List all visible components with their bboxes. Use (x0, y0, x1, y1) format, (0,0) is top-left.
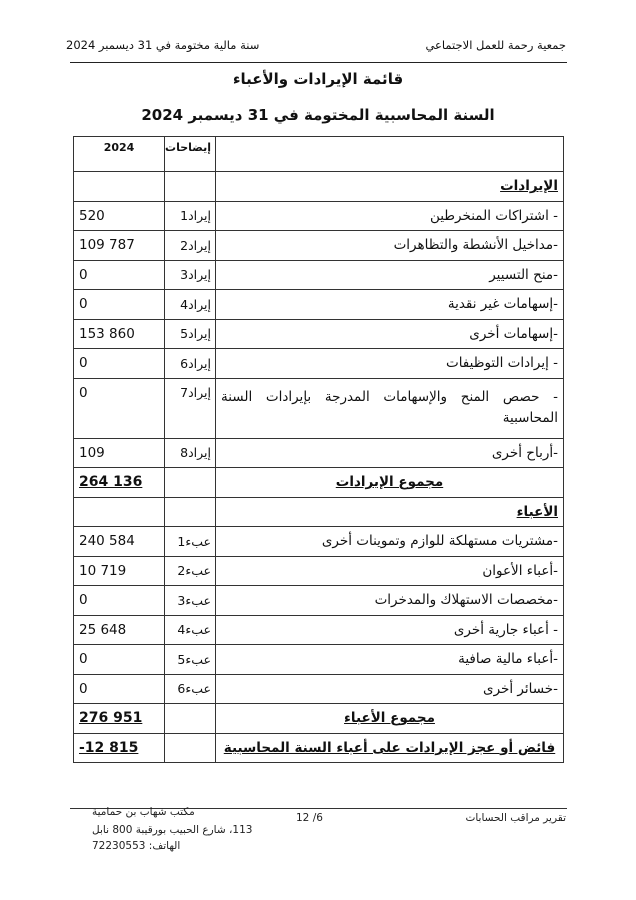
footer-address: 113، شارع الحبيب بورقيبة 800 نابل (92, 824, 253, 836)
footer-report-name: تقرير مراقب الحسابات (465, 812, 566, 824)
row-note: إيراد4 (165, 290, 216, 320)
result-label: فائض أو عجز الإيرادات على أعباء السنة المحاسبية (216, 733, 564, 763)
header-period: سنة مالية مختومة في 31 ديسمبر 2024 (66, 38, 260, 52)
table-row (74, 527, 564, 557)
row-label: -مداخيل الأنشطة والتظاهرات (216, 231, 564, 261)
table-row (74, 349, 564, 379)
table-row (74, 674, 564, 704)
table-row (74, 438, 564, 468)
row-amount: 240 584 (74, 527, 165, 557)
year-column-header: 2024 (74, 137, 165, 172)
row-amount: 109 787 (74, 231, 165, 261)
row-label: - اشتراكات المنخرطين (216, 201, 564, 231)
row-amount: 0 (74, 645, 165, 675)
row-amount: 0 (74, 674, 165, 704)
row-note: إيراد1 (165, 201, 216, 231)
table-row (74, 201, 564, 231)
header-org-name: جمعية رحمة للعمل الاجتماعي (425, 38, 566, 52)
row-note: إيراد8 (165, 438, 216, 468)
expense-total-label: مجموع الأعباء (216, 704, 564, 734)
row-note: إيراد6 (165, 349, 216, 379)
label-column-header (216, 137, 564, 172)
table-row (74, 586, 564, 616)
row-label: -خسائر أخرى (216, 674, 564, 704)
income-statement-table (73, 136, 564, 763)
expense-total-amount: 276 951 (74, 704, 165, 734)
table-header-row (74, 137, 564, 172)
row-note: إيراد3 (165, 260, 216, 290)
row-note: عبء1 (165, 527, 216, 557)
table-row (74, 645, 564, 675)
row-label: -أعباء مالية صافية (216, 645, 564, 675)
page-header (66, 38, 566, 56)
row-label: - أعباء جارية أخرى (216, 615, 564, 645)
result-amount: -12 815 (74, 733, 165, 763)
row-note: إيراد2 (165, 231, 216, 261)
table-row (74, 260, 564, 290)
revenue-section-label: الإيرادات (216, 172, 564, 202)
row-amount: 10 719 (74, 556, 165, 586)
row-note: إيراد5 (165, 319, 216, 349)
row-note: عبء6 (165, 674, 216, 704)
row-note: إيراد7 (165, 378, 216, 438)
row-note: عبء5 (165, 645, 216, 675)
notes-column-header: إيضاحات (165, 137, 216, 172)
row-amount: 153 860 (74, 319, 165, 349)
row-label: -مخصصات الاستهلاك والمدخرات (216, 586, 564, 616)
row-amount: 0 (74, 378, 165, 438)
row-label: -أعباء الأعوان (216, 556, 564, 586)
row-amount: 109 (74, 438, 165, 468)
table-row (74, 615, 564, 645)
row-amount: 0 (74, 586, 165, 616)
row-label: -إسهامات أخرى (216, 319, 564, 349)
row-amount: 0 (74, 349, 165, 379)
statement-subtitle: السنة المحاسبية المختومة في 31 ديسمبر 2024 (141, 106, 495, 124)
revenue-total-amount: 264 136 (74, 468, 165, 498)
row-label: -أرباح أخرى (216, 438, 564, 468)
expense-section-label: الأعباء (216, 497, 564, 527)
table-row (74, 231, 564, 261)
table-row (74, 290, 564, 320)
revenue-section-row (74, 172, 564, 202)
table-row (74, 319, 564, 349)
expense-section-row (74, 497, 564, 527)
table-row (74, 556, 564, 586)
table-row (74, 378, 564, 438)
row-amount: 520 (74, 201, 165, 231)
footer-page-number: 12 /6 (296, 812, 323, 824)
revenue-total-row (74, 468, 564, 498)
row-note: عبء4 (165, 615, 216, 645)
result-row (74, 733, 564, 763)
footer-phone: الهاتف: 72230553 (92, 840, 181, 852)
row-note: عبء3 (165, 586, 216, 616)
row-label: -إسهامات غير نقدية (216, 290, 564, 320)
row-note: عبء2 (165, 556, 216, 586)
row-label: -مشتريات مستهلكة للوازم وتموينات أخرى (216, 527, 564, 557)
expense-total-row (74, 704, 564, 734)
row-amount: 25 648 (74, 615, 165, 645)
header-divider (70, 62, 567, 63)
row-label: - حصص المنح والإسهامات المدرجة بإيرادات السنة المحاسبية (216, 378, 564, 438)
revenue-total-label: مجموع الإيرادات (216, 468, 564, 498)
row-label: -منح التسيير (216, 260, 564, 290)
row-label: - إيرادات التوظيفات (216, 349, 564, 379)
row-amount: 0 (74, 290, 165, 320)
footer-office-name: مكتب شهاب بن حمامية (92, 806, 195, 818)
statement-title: قائمة الإيرادات والأعباء (232, 70, 404, 88)
row-amount: 0 (74, 260, 165, 290)
